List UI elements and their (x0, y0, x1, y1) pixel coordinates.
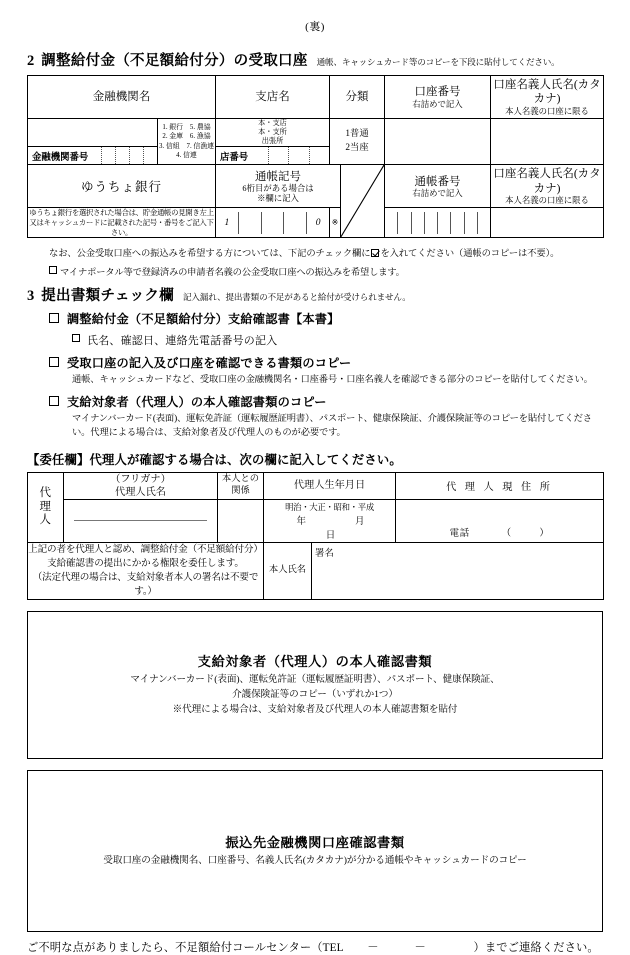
commitment-line-1: 支給確認書の提出にかかる権限を委任します。 (47, 557, 244, 569)
section3-note: 記入漏れ、提出書類の不足があると給付が受けられません。 (183, 292, 411, 303)
bank-account-table (27, 75, 604, 238)
koukin-note-part1: なお、公金受取口座への振込みを希望する方については、下記のチェック欄に (49, 249, 371, 260)
signature-label: 署名 (315, 549, 334, 560)
checklist-item-1[interactable] (27, 310, 603, 327)
yucho-header-row (28, 165, 604, 208)
input-bank-name[interactable] (28, 118, 158, 147)
checkmark-example-icon (371, 249, 379, 257)
bank-kind-3: 4. 信連 (176, 151, 197, 159)
input-yucho-number[interactable] (385, 208, 491, 238)
checklist-item-2-label: 受取口座の記入及び口座を確認できる書類のコピー (67, 356, 352, 371)
paste-box-1-line-0: マイナンバーカード(表面)、運転免許証（運転履歴証明書）、パスポート、健康保険証、 (130, 674, 500, 686)
yucho-symbol-cell-0[interactable]: 1 (224, 217, 230, 228)
paste-box-1-line-2: ※代理による場合は、支給対象者及び代理人の本人確認書類を貼付 (172, 704, 458, 716)
delegation-header-row (28, 472, 604, 500)
header-agent-name-main: 代理人氏名 (115, 486, 166, 498)
koukin-account-note (27, 245, 603, 259)
yucho-symbol-cell-1[interactable] (238, 212, 261, 234)
section3-title: 提出書類チェック欄 (41, 288, 175, 305)
section2-title: 調整給付金（不足額給付分）の受取口座 (41, 53, 308, 69)
phone-paren-open: （ (501, 528, 512, 540)
header-account-type: 分類 (330, 76, 385, 119)
paste-box-2-title: 振込先金融機関口座確認書類 (225, 835, 405, 851)
input-agent-address[interactable] (396, 500, 604, 543)
yucho-number-header-main: 通帳番号 (414, 175, 461, 188)
account-type-options[interactable] (330, 118, 385, 165)
branch-kind-legend (216, 118, 330, 147)
page-side-mark: (裏) (305, 21, 325, 33)
yucho-holder-header-sub: 本人名義の口座に限る (505, 196, 589, 206)
phone-paren-close: ） (539, 528, 550, 540)
paste-box-1-line-1: 介護保険証等のコピー（いずれか1つ） (232, 689, 398, 701)
mynaportal-check-row[interactable] (27, 264, 603, 278)
yucho-number-header (385, 165, 491, 208)
branch-kind-2: 出張所 (261, 137, 284, 146)
bank-kind-2: 3. 信組 7. 信漁連 (158, 142, 215, 150)
header-holder-name (491, 76, 604, 119)
header-relation-l2: 関係 (231, 485, 250, 496)
diagonal-line-icon (341, 165, 384, 237)
checklist-item-3-label: 支給対象者（代理人）の本人確認書類のコピー (67, 395, 327, 410)
header-relation (218, 472, 264, 500)
section3-heading (27, 284, 603, 305)
diagonal-strike-cell (341, 165, 385, 238)
paste-box-2-line-0: 受取口座の金融機関名、口座番号、名義人氏名(カタカナ)が分かる通帳やキャッシュカードのコピー (103, 855, 527, 867)
delegation-table (27, 472, 604, 600)
checklist-item-1-sub-label: 氏名、確認日、連絡先電話番号の記入 (87, 335, 278, 348)
yucho-symbol-header-sub2: ※欄に記入 (257, 194, 299, 204)
section3-number: 3 (27, 288, 35, 305)
yucho-number-segments[interactable] (385, 212, 490, 234)
header-bank-name: 金融機関名 (28, 76, 216, 119)
furigana-rule-line (74, 519, 207, 521)
yucho-symbol-header (216, 165, 341, 208)
yucho-holder-header-main: 口座名義人氏名(カタカナ) (493, 168, 601, 195)
header-holder-name-sub: 本人名義の口座に限る (505, 106, 589, 116)
checkbox-name-date-phone[interactable] (72, 334, 80, 342)
yucho-symbol-header-sub1: 6桁目がある場合は (242, 184, 314, 193)
yucho-symbol-cell-2[interactable] (261, 212, 284, 234)
bank-kind-legend (158, 118, 216, 165)
commitment-line-2: （法定代理の場合は、支給対象者本人の署名は不要です。） (32, 571, 259, 597)
self-name-label: 本人氏名 (264, 543, 312, 600)
birthdate-ymd-labels: 年 月 日 (296, 517, 414, 542)
delegation-row-label: 代 理 人 (28, 472, 64, 543)
header-account-number-sub: 右詰めで記入 (412, 99, 463, 109)
account-type-futsuu: 1普通 (345, 129, 369, 140)
header-account-number (385, 76, 491, 119)
yucho-symbol-extra-cell[interactable]: ※ (330, 208, 341, 238)
branch-kind-1: 本・支所 (258, 128, 287, 137)
checklist-item-2[interactable] (27, 354, 603, 371)
header-agent-name (64, 472, 218, 500)
bank-kind-1: 2. 金庫 6. 漁協 (162, 133, 211, 141)
section2-heading (27, 49, 603, 70)
footer-contact-line (27, 939, 603, 955)
paste-box-1-title: 支給対象者（代理人）の本人確認書類 (197, 654, 433, 670)
branch-kind-0: 本・支店 (258, 118, 287, 127)
input-account-number[interactable] (385, 118, 491, 165)
input-relation[interactable] (218, 500, 264, 543)
yucho-symbol-cell-4[interactable]: 0 (306, 212, 329, 234)
checkbox-identity-copy[interactable] (49, 396, 59, 406)
commitment-statement (28, 543, 264, 600)
checkbox-account-copy[interactable] (49, 357, 59, 367)
mynaportal-check-label: マイナポータル等で登録済みの申請者名義の公金受取口座への振込みを希望します。 (60, 268, 405, 279)
header-agent-address: 代 理 人 現 住 所 (396, 472, 604, 500)
yucho-holder-header (491, 165, 604, 208)
footer-phone-blank: － － (343, 941, 474, 954)
paste-box-identity-documents (27, 611, 603, 759)
input-yucho-symbol[interactable] (216, 208, 330, 238)
footer-prefix: ご不明な点がありましたら、不足額給付コールセンター（TEL (27, 941, 344, 954)
header-agent-birthdate: 代理人生年月日 (264, 472, 396, 500)
branch-code-field[interactable] (216, 147, 330, 165)
account-type-touza: 2当座 (345, 142, 369, 153)
bank-table-entry-row-1 (28, 118, 604, 147)
input-signature[interactable] (312, 543, 604, 600)
agent-name-rule-area[interactable] (64, 523, 217, 542)
era-options: 明治・大正・昭和・平成 (285, 503, 374, 513)
checklist-item-1-label: 調整給付金（不足額給付分）支給確認書【本書】 (67, 312, 340, 327)
header-branch-name: 支店名 (216, 76, 330, 119)
phone-label: 電話 (449, 528, 470, 540)
commitment-line-0: 上記の者を代理人と認め、調整給付金（不足額給付分） (28, 544, 263, 556)
input-yucho-holder-name[interactable] (491, 208, 604, 238)
header-furigana: （フリガナ） (110, 473, 171, 485)
yucho-symbol-segments[interactable] (216, 212, 329, 234)
checkbox-confirmation-document[interactable] (49, 313, 59, 323)
bank-code-segments[interactable] (88, 147, 157, 164)
checklist-item-3-description: マイナンバーカード(表面)、運転免許証（運転履歴証明書）、パスポート、健康保険証、介護保険証等のコピーを貼付してください。代理による場合は、支給対象者及び代理人のものが必要です。 (72, 414, 592, 439)
paste-box-bank-documents (27, 770, 603, 932)
yucho-entry-row (28, 208, 604, 238)
branch-code-label: 店番号 (220, 152, 249, 163)
checklist-item-3[interactable] (27, 393, 603, 410)
checklist-item-1-sub[interactable] (27, 332, 603, 348)
yucho-instruction-note: ゆうちょ銀行を選択された場合は、貯金通帳の見開き左上又はキャッシュカードに記載された記号・番号をご記入下さい。 (29, 208, 214, 237)
yucho-bank-label: ゆうちょ銀行 (28, 165, 216, 208)
header-relation-l1: 本人との (221, 474, 260, 485)
yucho-symbol-cell-3[interactable] (283, 212, 306, 234)
bank-table-header-row (28, 76, 604, 119)
bank-kind-0: 1. 銀行 5. 農協 (162, 124, 211, 132)
footer-suffix: ）までご連絡ください。 (473, 941, 599, 954)
input-holder-name[interactable] (491, 118, 604, 165)
delegation-commitment-row (28, 543, 604, 600)
checklist-item-2-description: 通帳、キャッシュカードなど、受取口座の金融機関名・口座番号・口座名義人を確認できる部分のコピーを貼付してください。 (72, 375, 593, 386)
agent-phone-row[interactable] (396, 525, 603, 542)
koukin-note-part2: を入れてください（通帳のコピーは不要）。 (380, 249, 560, 260)
input-agent-birthdate[interactable] (264, 500, 414, 543)
delegation-heading: 【委任欄】代理人が確認する場合は、次の欄に記入してください。 (27, 452, 402, 467)
branch-code-segments[interactable] (248, 147, 329, 164)
delegation-input-row (28, 500, 604, 543)
agent-name-writing-area[interactable] (64, 500, 217, 542)
section2-number: 2 (27, 53, 35, 69)
checkbox-mynaportal[interactable] (49, 266, 57, 274)
header-account-number-main: 口座番号 (414, 86, 461, 99)
yucho-number-header-sub: 右詰めで記入 (412, 189, 463, 199)
bank-code-label: 金融機関番号 (32, 152, 89, 163)
yucho-symbol-header-main: 通帳記号 (255, 170, 301, 183)
header-holder-name-main: 口座名義人氏名(カタカナ) (493, 79, 601, 106)
bank-code-field[interactable] (28, 147, 158, 165)
section2-note: 通帳、キャッシュカード等のコピーを下段に貼付してください。 (316, 57, 560, 67)
input-agent-name[interactable] (64, 500, 218, 543)
